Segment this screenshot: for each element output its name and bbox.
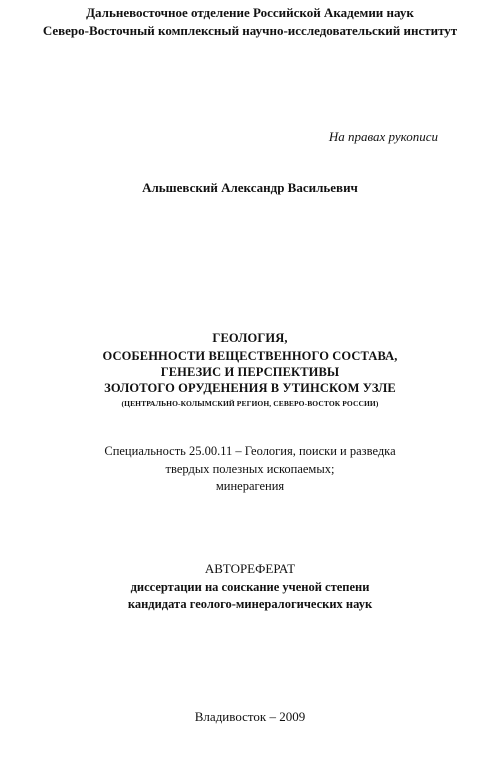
abstract-label: АВТОРЕФЕРАТ: [204, 561, 296, 576]
thesis-title-line-2: ОСОБЕННОСТИ ВЕЩЕСТВЕННОГО СОСТАВА,: [102, 349, 398, 363]
thesis-subtitle: (ЦЕНТРАЛЬНО-КОЛЫМСКИЙ РЕГИОН, СЕВЕРО-ВОСТОК РОССИИ): [121, 399, 379, 408]
author-name: Альшевский Александр Васильевич: [142, 180, 358, 195]
city-year: Владивосток – 2009: [194, 709, 306, 724]
abstract-line-1: диссертации на соискание ученой степени: [130, 580, 370, 594]
abstract-line-2: кандидата геолого-минералогических наук: [127, 597, 373, 611]
specialty-line-2: твердых полезных ископаемых;: [165, 462, 335, 476]
specialty-line-3: минерагения: [215, 479, 285, 493]
specialty-line-1: Специальность 25.00.11 – Геология, поиски и разведка: [104, 444, 396, 458]
thesis-title-line-1: ГЕОЛОГИЯ,: [212, 331, 288, 345]
rights-note: На правах рукописи: [328, 129, 438, 144]
thesis-title-line-3: ГЕНЕЗИС И ПЕРСПЕКТИВЫ: [160, 365, 340, 379]
thesis-title-line-4: ЗОЛОТОГО ОРУДЕНЕНИЯ В УТИНСКОМ УЗЛЕ: [104, 381, 396, 395]
organization-name: Дальневосточное отделение Российской Академии наук: [86, 5, 414, 20]
institute-name: Северо-Восточный комплексный научно-исследовательский институт: [42, 23, 458, 38]
